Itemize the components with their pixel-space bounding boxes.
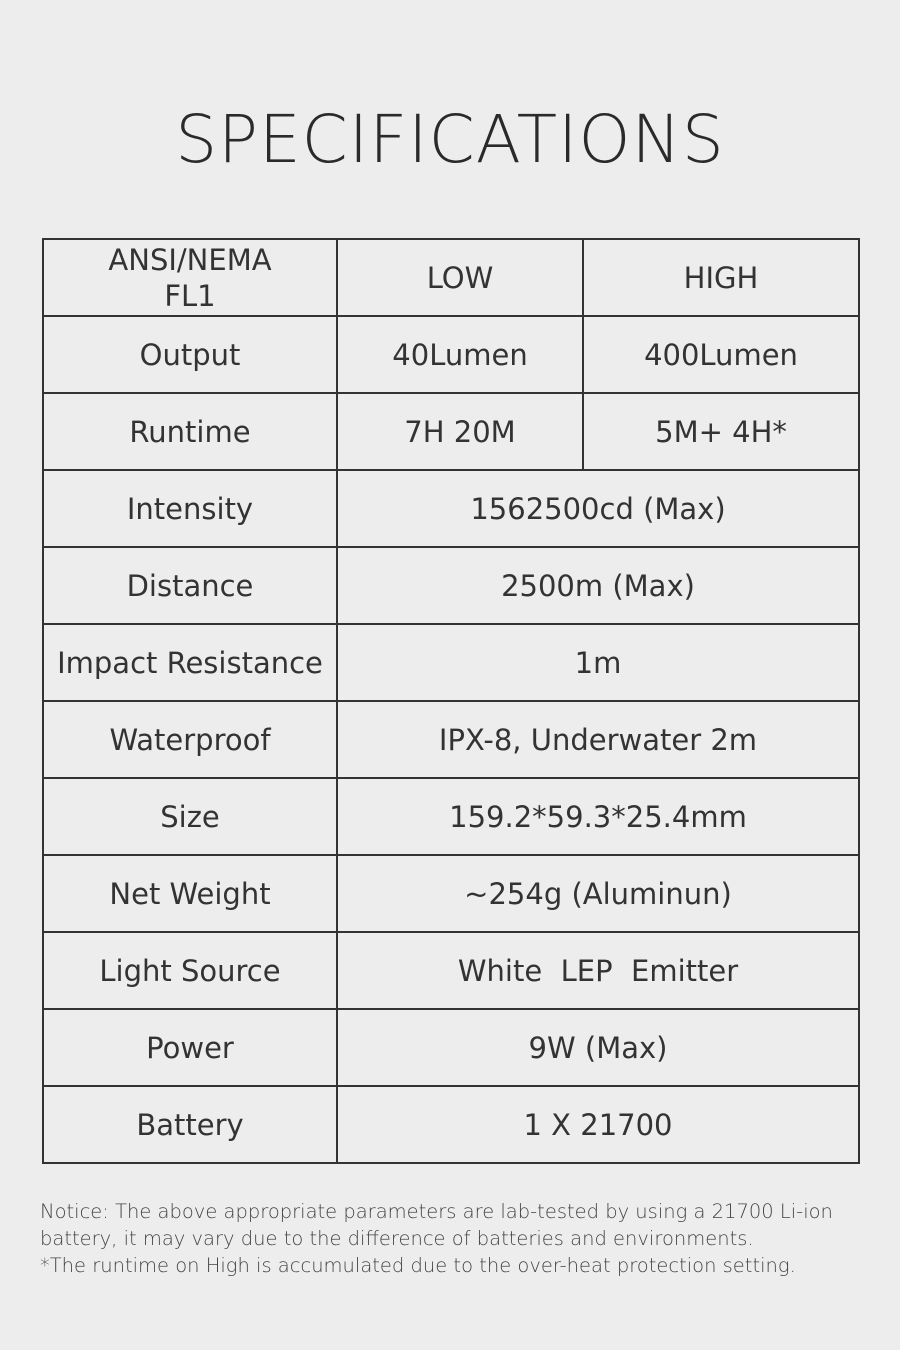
notice-line: *The runtime on High is accumulated due to the over-heat protection setting. <box>40 1254 796 1277</box>
row-label: Battery <box>43 1086 337 1163</box>
row-value: 1 X 21700 <box>337 1086 859 1163</box>
row-value: White LEP Emitter <box>337 932 859 1009</box>
spec-table <box>42 238 860 1164</box>
row-value: 1562500cd (Max) <box>337 470 859 547</box>
row-value-low: 7H 20M <box>337 393 583 470</box>
row-label: Impact Resistance <box>43 624 337 701</box>
row-value: 159.2*59.3*25.4mm <box>337 778 859 855</box>
row-label: Light Source <box>43 932 337 1009</box>
row-label: Waterproof <box>43 701 337 778</box>
row-label: Intensity <box>43 470 337 547</box>
row-label: Distance <box>43 547 337 624</box>
header-cell-high: HIGH <box>583 239 859 316</box>
row-label: Size <box>43 778 337 855</box>
table-header-row <box>43 239 859 316</box>
header-cell-low: LOW <box>337 239 583 316</box>
row-label: Net Weight <box>43 855 337 932</box>
notice-line: battery, it may vary due to the difference of batteries and environments. <box>40 1227 754 1250</box>
table-row-output <box>43 316 859 393</box>
header-label: ANSI/NEMA FL1 <box>108 242 272 313</box>
notice-line: Notice: The above appropriate parameters are lab-tested by using a 21700 Li-ion <box>40 1200 833 1223</box>
row-value-high: 5M+ 4H* <box>583 393 859 470</box>
table-row-runtime <box>43 393 859 470</box>
table-row <box>43 547 859 624</box>
table-row <box>43 624 859 701</box>
row-value: 1m <box>337 624 859 701</box>
row-label: Runtime <box>43 393 337 470</box>
table-row <box>43 855 859 932</box>
row-value: 2500m (Max) <box>337 547 859 624</box>
row-value: 9W (Max) <box>337 1009 859 1086</box>
row-label: Power <box>43 1009 337 1086</box>
table-row <box>43 1086 859 1163</box>
row-value: ~254g (Aluminun) <box>337 855 859 932</box>
table-row <box>43 778 859 855</box>
header-cell-standard <box>43 239 337 316</box>
row-value-low: 40Lumen <box>337 316 583 393</box>
page-title: SPECIFICATIONS <box>175 101 725 178</box>
notice-text <box>40 1198 870 1279</box>
row-value-high: 400Lumen <box>583 316 859 393</box>
row-value: IPX-8, Underwater 2m <box>337 701 859 778</box>
table-row <box>43 932 859 1009</box>
row-label: Output <box>43 316 337 393</box>
table-row <box>43 470 859 547</box>
table-row <box>43 1009 859 1086</box>
table-row <box>43 701 859 778</box>
